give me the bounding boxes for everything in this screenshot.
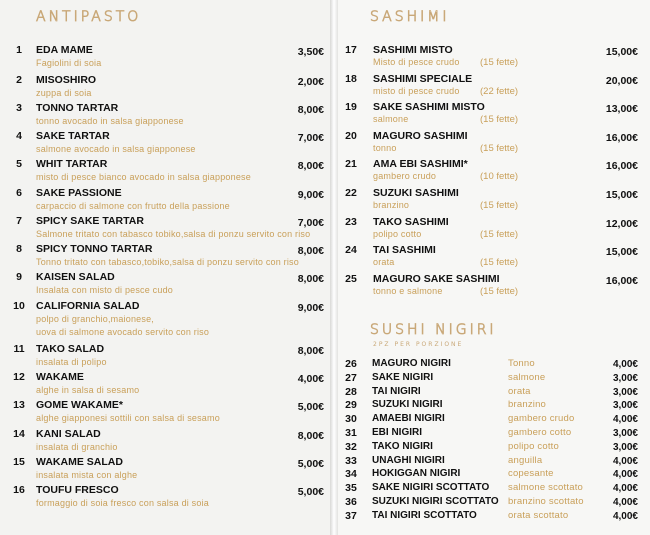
item-price: 20,00€ bbox=[605, 74, 638, 87]
item-number: 36 bbox=[345, 496, 357, 508]
item-number: 10 bbox=[13, 300, 25, 312]
item-number: 27 bbox=[345, 371, 357, 384]
item-price: 3,00€ bbox=[612, 386, 638, 398]
item-description: tonno bbox=[373, 142, 397, 153]
item-slice-count: (22 fette) bbox=[480, 85, 519, 97]
item-name: SASHIMI SPECIALE bbox=[373, 72, 473, 85]
item-number: 23 bbox=[345, 215, 357, 228]
item-name: MISOSHIRO bbox=[36, 74, 97, 86]
page-gutter bbox=[330, 0, 338, 535]
item-number: 4 bbox=[16, 130, 22, 142]
item-name: AMAEBI NIGIRI bbox=[372, 413, 445, 425]
item-price: 9,00€ bbox=[297, 189, 324, 201]
item-number: 33 bbox=[345, 454, 357, 467]
item-description: tonno e salmone bbox=[373, 285, 443, 296]
item-number: 16 bbox=[13, 484, 25, 496]
nigiri-subtitle: 2PZ PER PORZIONE bbox=[373, 341, 464, 348]
item-description: anguilla bbox=[508, 454, 543, 466]
item-price: 4,00€ bbox=[297, 373, 324, 385]
item-price: 8,00€ bbox=[297, 104, 324, 116]
item-name: SASHIMI MISTO bbox=[373, 44, 453, 56]
item-description: salmone avocado in salsa giapponese bbox=[36, 144, 196, 154]
item-name: EBI NIGIRI bbox=[372, 427, 423, 438]
item-number: 17 bbox=[345, 44, 357, 56]
item-name: TONNO TARTAR bbox=[36, 102, 119, 114]
item-name: TAI SASHIMI bbox=[373, 244, 436, 257]
item-description: polpo di granchio,maionese, bbox=[36, 314, 154, 324]
item-name: SPICY SAKE TARTAR bbox=[36, 215, 144, 227]
item-name: AMA EBI SASHIMI* bbox=[373, 158, 468, 171]
item-price: 8,00€ bbox=[297, 273, 324, 285]
item-name: CALIFORNIA SALAD bbox=[36, 300, 140, 312]
item-price: 16,00€ bbox=[605, 160, 638, 173]
item-number: 19 bbox=[345, 101, 357, 114]
antipasto-title: ANTIPASTO bbox=[36, 9, 142, 25]
item-price: 4,00€ bbox=[612, 455, 638, 467]
item-number: 35 bbox=[345, 482, 357, 495]
item-description: orata bbox=[373, 257, 395, 268]
item-name: WAKAME bbox=[36, 371, 84, 383]
item-number: 25 bbox=[345, 272, 357, 285]
item-number: 12 bbox=[13, 371, 25, 383]
item-price: 8,00€ bbox=[297, 160, 324, 172]
item-description: insalata di granchio bbox=[36, 442, 118, 452]
item-description: tonno avocado in salsa giapponese bbox=[36, 116, 184, 126]
item-description: alghe giapponesi sottili con salsa di sesamo bbox=[36, 413, 220, 423]
item-price: 5,00€ bbox=[297, 458, 324, 470]
item-number: 2 bbox=[16, 74, 22, 86]
item-description: Tonno bbox=[508, 358, 535, 369]
item-number: 6 bbox=[16, 187, 22, 199]
item-slice-count: (15 fette) bbox=[480, 114, 519, 126]
item-description: Fagiolini di soia bbox=[36, 58, 102, 68]
item-number: 24 bbox=[345, 244, 357, 257]
item-price: 13,00€ bbox=[605, 103, 638, 116]
item-description: uova di salmone avocado servito con riso bbox=[36, 327, 210, 337]
item-name: UNAGHI NIGIRI bbox=[372, 454, 445, 466]
item-price: 3,00€ bbox=[612, 428, 638, 439]
item-description: Tonno tritato con tabasco,tobiko,salsa di ponzu servito con riso bbox=[36, 257, 299, 267]
item-name: SAKE NIGIRI bbox=[372, 371, 434, 383]
item-name: SPICY TONNO TARTAR bbox=[36, 243, 153, 255]
item-price: 3,00€ bbox=[612, 441, 638, 453]
item-name: TAI NIGIRI bbox=[372, 385, 421, 397]
item-number: 1 bbox=[16, 44, 22, 56]
item-description: branzino scottato bbox=[508, 496, 584, 507]
item-number: 20 bbox=[345, 129, 357, 142]
item-description: Salmone tritato con tabasco tobiko,salsa di ponzu servito con riso bbox=[36, 229, 311, 239]
item-name: MAGURO SAKE SASHIMI bbox=[373, 272, 500, 285]
item-slice-count: (10 fette) bbox=[480, 171, 519, 183]
item-description: branzino bbox=[508, 399, 547, 411]
item-number: 37 bbox=[345, 509, 357, 522]
item-number: 18 bbox=[345, 72, 357, 85]
item-name: TAKO NIGIRI bbox=[372, 440, 433, 452]
item-number: 29 bbox=[345, 399, 357, 412]
item-number: 30 bbox=[345, 413, 357, 426]
item-description: salmone bbox=[373, 114, 409, 125]
item-description: gambero crudo bbox=[508, 413, 575, 425]
item-description: alghe in salsa di sesamo bbox=[36, 385, 140, 395]
item-price: 3,50€ bbox=[297, 46, 324, 58]
item-price: 15,00€ bbox=[605, 46, 638, 58]
item-name: SAKE TARTAR bbox=[36, 130, 110, 142]
item-price: 3,00€ bbox=[612, 400, 638, 412]
item-name: MAGURO NIGIRI bbox=[372, 358, 451, 369]
item-name: TAI NIGIRI SCOTTATO bbox=[372, 509, 477, 521]
item-description: Insalata con misto di pesce cudo bbox=[36, 285, 173, 295]
item-description: misto di pesce crudo bbox=[373, 85, 460, 96]
item-name: HOKIGGAN NIGIRI bbox=[372, 468, 461, 480]
item-price: 4,00€ bbox=[612, 469, 638, 481]
item-slice-count: (15 fette) bbox=[480, 228, 519, 240]
item-description: salmone scottato bbox=[508, 482, 584, 494]
item-price: 8,00€ bbox=[297, 430, 324, 442]
item-number: 7 bbox=[16, 215, 22, 227]
item-slice-count: (15 fette) bbox=[480, 200, 519, 211]
item-description: salmone bbox=[508, 371, 546, 383]
item-name: WAKAME SALAD bbox=[36, 456, 123, 468]
item-price: 16,00€ bbox=[605, 131, 638, 144]
item-number: 9 bbox=[16, 271, 22, 283]
item-number: 3 bbox=[16, 102, 22, 114]
item-description: formaggio di soia fresco con salsa di soia bbox=[36, 498, 209, 508]
item-price: 12,00€ bbox=[605, 217, 638, 230]
item-description: Misto di pesce crudo bbox=[373, 57, 460, 67]
item-price: 7,00€ bbox=[297, 132, 324, 144]
item-description: gambero cotto bbox=[508, 427, 572, 438]
item-price: 4,00€ bbox=[612, 359, 638, 370]
item-slice-count: (15 fette) bbox=[480, 142, 519, 154]
item-number: 26 bbox=[345, 358, 357, 370]
item-price: 4,00€ bbox=[612, 483, 638, 495]
item-description: zuppa di soia bbox=[36, 88, 92, 98]
item-slice-count: (15 fette) bbox=[480, 57, 519, 68]
sashimi-title: SASHIMI bbox=[370, 9, 450, 25]
item-price: 7,00€ bbox=[297, 217, 324, 229]
item-number: 34 bbox=[345, 468, 357, 481]
item-name: SAKE NIGIRI SCOTTATO bbox=[372, 482, 490, 494]
item-number: 14 bbox=[13, 428, 25, 440]
item-price: 15,00€ bbox=[605, 189, 638, 201]
item-price: 8,00€ bbox=[297, 245, 324, 257]
item-price: 4,00€ bbox=[612, 497, 638, 508]
item-name: SUZUKI NIGIRI bbox=[372, 399, 443, 411]
item-name: MAGURO SASHIMI bbox=[373, 129, 468, 142]
item-description: polipo cotto bbox=[508, 440, 559, 452]
nigiri-title: SUSHI NIGIRI bbox=[370, 322, 497, 338]
item-description: insalata di polipo bbox=[36, 357, 107, 367]
item-name: EDA MAME bbox=[36, 44, 93, 56]
item-description: orata bbox=[508, 385, 531, 397]
item-slice-count: (15 fette) bbox=[480, 285, 519, 297]
item-name: SAKE PASSIONE bbox=[36, 187, 122, 199]
item-number: 28 bbox=[345, 385, 357, 398]
item-price: 8,00€ bbox=[297, 345, 324, 357]
item-price: 4,00€ bbox=[612, 510, 638, 522]
item-price: 9,00€ bbox=[297, 302, 324, 314]
item-name: WHIT TARTAR bbox=[36, 158, 108, 170]
item-number: 15 bbox=[13, 456, 25, 468]
item-description: branzino bbox=[373, 200, 410, 210]
item-description: misto di pesce bianco avocado in salsa giapponese bbox=[36, 172, 251, 182]
item-number: 13 bbox=[13, 399, 25, 411]
item-name: SUZUKI SASHIMI bbox=[373, 187, 459, 199]
item-description: polipo cotto bbox=[373, 228, 422, 239]
item-name: SAKE SASHIMI MISTO bbox=[373, 101, 485, 114]
item-number: 5 bbox=[16, 158, 22, 170]
item-name: TAKO SALAD bbox=[36, 343, 105, 355]
item-price: 4,00€ bbox=[612, 414, 638, 426]
item-name: KANI SALAD bbox=[36, 428, 101, 440]
item-price: 2,00€ bbox=[297, 76, 324, 88]
item-name: KAISEN SALAD bbox=[36, 271, 115, 283]
item-name: GOME WAKAME* bbox=[36, 399, 123, 411]
item-number: 8 bbox=[16, 243, 22, 255]
item-description: insalata mista con alghe bbox=[36, 470, 138, 480]
item-number: 31 bbox=[345, 427, 357, 439]
item-name: TAKO SASHIMI bbox=[373, 215, 449, 228]
item-description: gambero crudo bbox=[373, 171, 437, 182]
item-number: 21 bbox=[345, 158, 357, 171]
item-description: carpaccio di salmone con frutto della passione bbox=[36, 201, 230, 211]
item-price: 5,00€ bbox=[297, 401, 324, 413]
item-number: 32 bbox=[345, 440, 357, 453]
item-name: SUZUKI NIGIRI SCOTTATO bbox=[372, 496, 499, 507]
item-description: copesante bbox=[508, 468, 554, 480]
item-price: 5,00€ bbox=[297, 486, 324, 498]
item-number: 11 bbox=[13, 343, 25, 355]
item-price: 15,00€ bbox=[605, 246, 638, 259]
item-slice-count: (15 fette) bbox=[480, 257, 519, 269]
item-price: 3,00€ bbox=[612, 372, 638, 384]
item-name: TOUFU FRESCO bbox=[36, 484, 119, 496]
item-description: orata scottato bbox=[508, 509, 569, 521]
item-price: 16,00€ bbox=[605, 274, 638, 287]
item-number: 22 bbox=[345, 187, 357, 199]
